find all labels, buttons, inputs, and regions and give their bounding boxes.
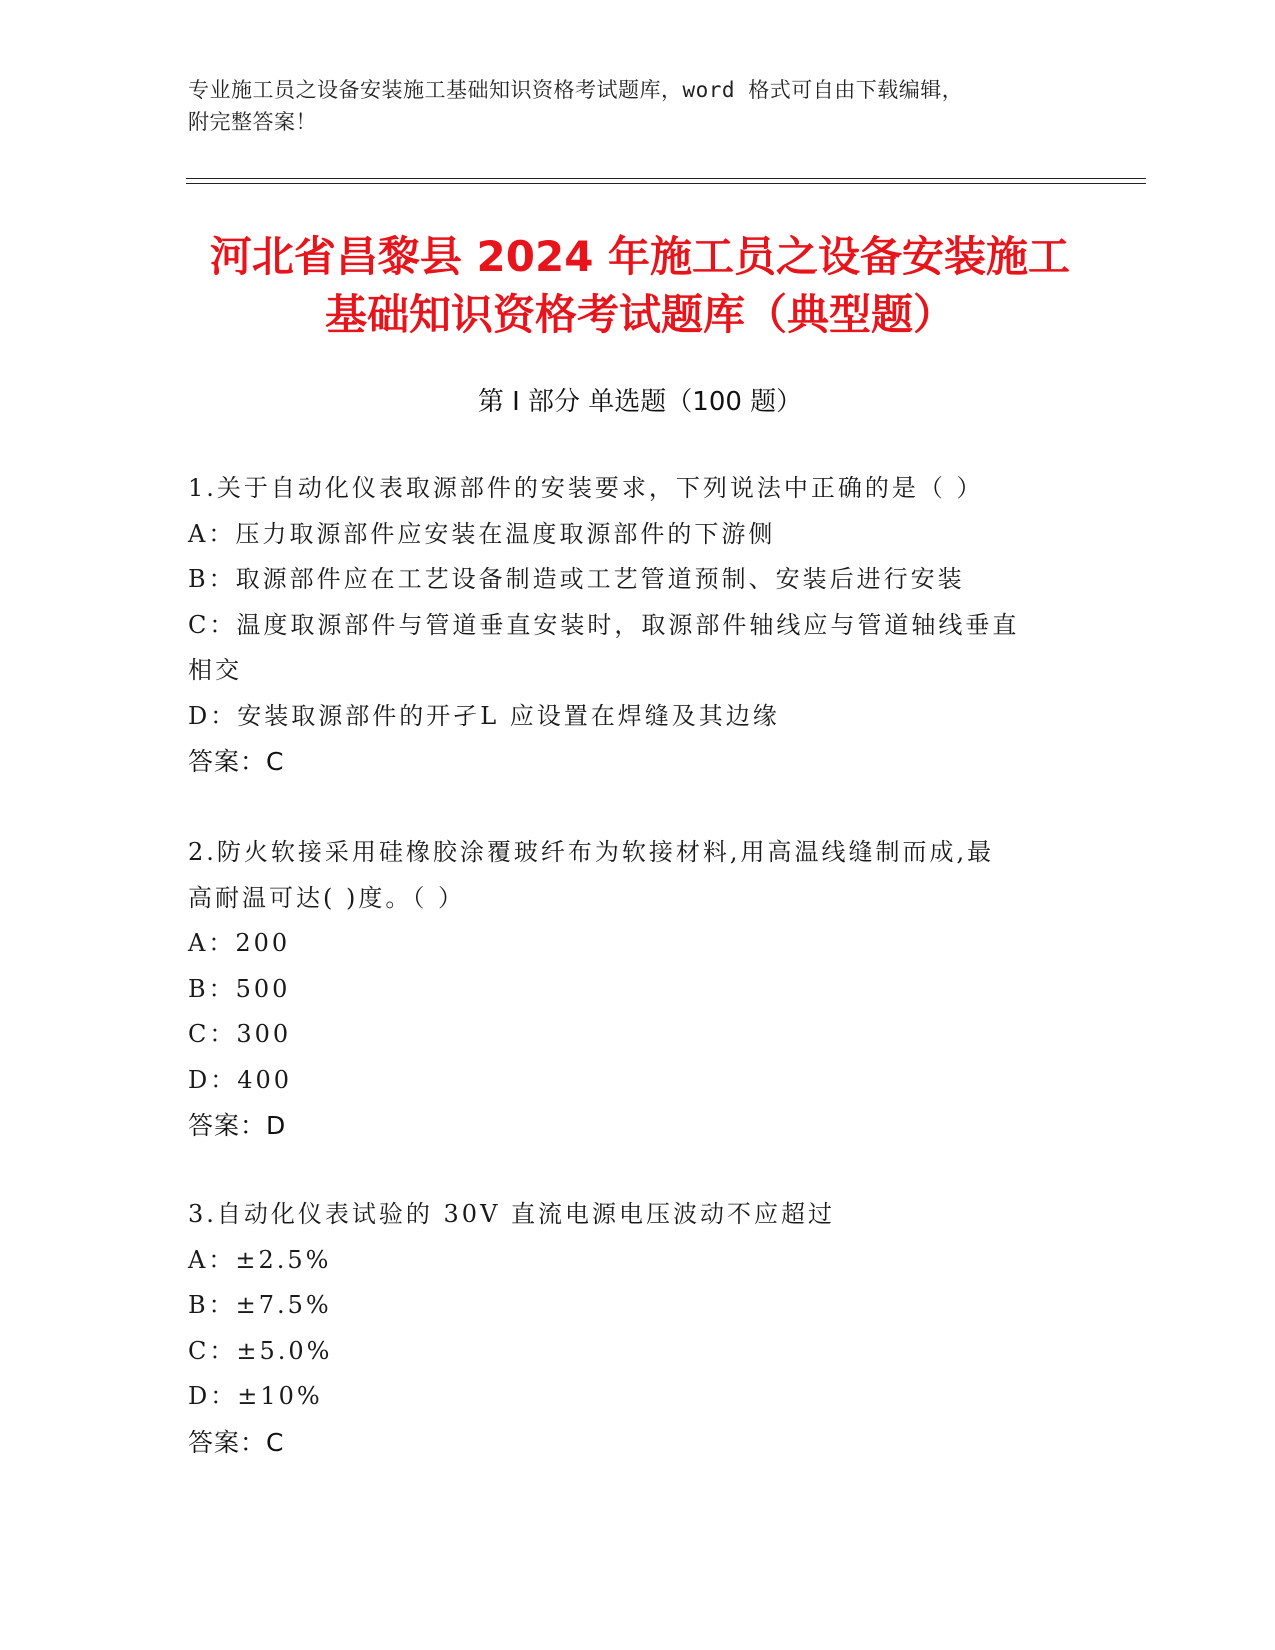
header-divider (186, 178, 1146, 179)
document-title (150, 228, 1130, 344)
question-block (188, 830, 1068, 1149)
question-answer: 答案：C (188, 1427, 285, 1457)
question-option: C：300 (188, 1020, 292, 1048)
question-option: B：取源部件应在工艺设备制造或工艺管道预制、安装后进行安装 (188, 565, 965, 593)
question-option: D：安装取源部件的开孑L 应设置在焊缝及其边缘 (188, 701, 780, 730)
question-option: D：±10% (188, 1382, 323, 1410)
document-title-line: 河北省昌黎县 2024 年施工员之设备安装施工 (209, 232, 1071, 281)
header-note (188, 74, 1068, 138)
question-block (188, 466, 1068, 785)
question-option: A：压力取源部件应安装在温度取源部件的下游侧 (188, 519, 776, 548)
question-option: B：500 (188, 974, 291, 1003)
question-option: C：温度取源部件与管道垂直安装时，取源部件轴线应与管道轴线垂直 (188, 610, 1020, 639)
question-option: D：400 (188, 1065, 293, 1094)
question-option: 相交 (188, 656, 242, 684)
question-option: B：±7.5% (188, 1291, 332, 1319)
header-note-line: 附完整答案！ (188, 110, 317, 134)
question-option: C：±5.0% (188, 1336, 333, 1365)
question-answer: 答案：C (188, 747, 285, 776)
question-option: A：200 (188, 929, 291, 957)
header-divider (186, 183, 1146, 184)
question-block (188, 1192, 1068, 1465)
question-stem: 1.关于自动化仪表取源部件的安装要求，下列说法中正确的是（ ） (188, 474, 984, 502)
question-option: A：±2.5% (188, 1245, 332, 1274)
question-stem: 高耐温可达( )度。（ ） (188, 883, 465, 912)
section-heading: 第 I 部分 单选题（100 题） (477, 387, 803, 417)
document-title-line: 基础知识资格考试题库（典型题） (324, 290, 955, 339)
header-note-line: 专业施工员之设备安装施工基础知识资格考试题库，word 格式可自由下载编辑， (188, 78, 964, 102)
question-stem: 3.自动化仪表试验的 30V 直流电源电压波动不应超过 (188, 1200, 836, 1228)
question-answer: 答案：D (188, 1111, 287, 1140)
question-stem: 2.防火软接采用硅橡胶涂覆玻纤布为软接材料,用高温线缝制而成,最 (188, 838, 995, 866)
